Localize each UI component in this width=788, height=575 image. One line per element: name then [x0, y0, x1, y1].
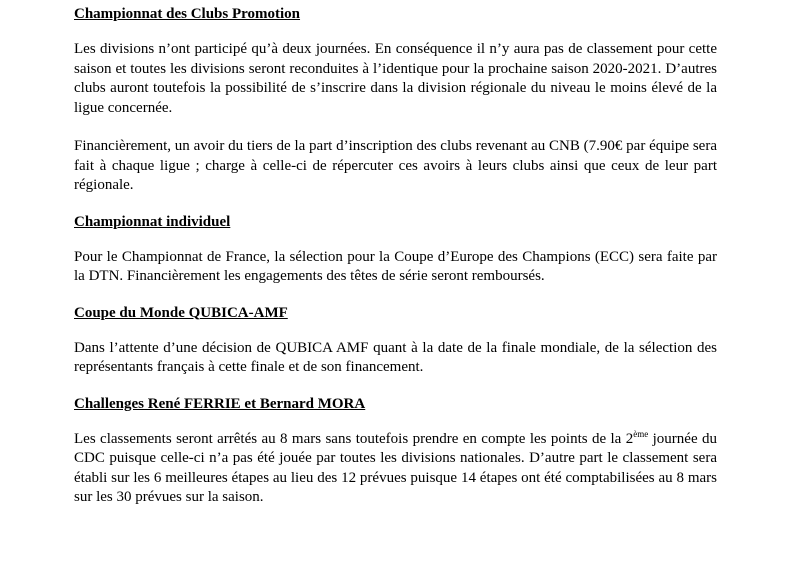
section-championnat-clubs-promotion — [74, 4, 717, 196]
section-heading: Championnat des Clubs Promotion — [74, 6, 301, 22]
section-heading: Challenges René FERRIE et Bernard MORA — [74, 395, 366, 412]
section-championnat-individuel — [74, 212, 717, 287]
paragraph: Dans l’attente d’une décision de QUBICA AMF quant à la date de la finale mondiale, de la sélection des représentants français à cette finale et de son financement. — [74, 339, 717, 375]
ordinal-superscript: ème — [633, 428, 649, 439]
paragraph: Financièrement, un avoir du tiers de la part d’inscription des clubs revenant au CNB (7.90€ par équipe sera fait à chaque ligue ; charge à celle-ci de répercuter ces avoirs à leurs clubs ainsi que ceux de leur part régionale. — [74, 138, 717, 193]
paragraph: Les divisions n’ont participé qu’à deux journées. En conséquence il n’y aura pas de classement pour cette saison et toutes les divisions seront reconduites à l’identique pour la prochaine saison 2020-2021. D’autres clubs auront toutefois la possibilité de s’inscrire dans la division régionale du niveau le moins élevé de la ligue concernée. — [74, 41, 717, 116]
document-page — [74, 4, 717, 508]
paragraph — [74, 430, 717, 508]
paragraph-text-before: Les classements seront arrêtés au 8 mars sans toutefois prendre en compte les points de la 2 — [74, 430, 634, 447]
paragraph: Pour le Championnat de France, la sélection pour la Coupe d’Europe des Champions (ECC) sera faite par la DTN. Financièrement les engagements des têtes de série seront remboursés. — [74, 248, 717, 284]
section-challenges — [74, 394, 717, 508]
section-coupe-du-monde — [74, 303, 717, 378]
paragraph-text-after: journée du CDC puisque celle-ci n’a pas été jouée par toutes les divisions nationales. D’autre part le classement sera établi sur les 6 meilleures étapes au lieu des 12 prévues puisque 14 étapes ont été comptabilisées au 8 mars sur les 30 prévues sur la saison. — [74, 430, 717, 505]
section-heading: Coupe du Monde QUBICA-AMF — [74, 304, 288, 321]
section-heading: Championnat individuel — [74, 213, 231, 230]
